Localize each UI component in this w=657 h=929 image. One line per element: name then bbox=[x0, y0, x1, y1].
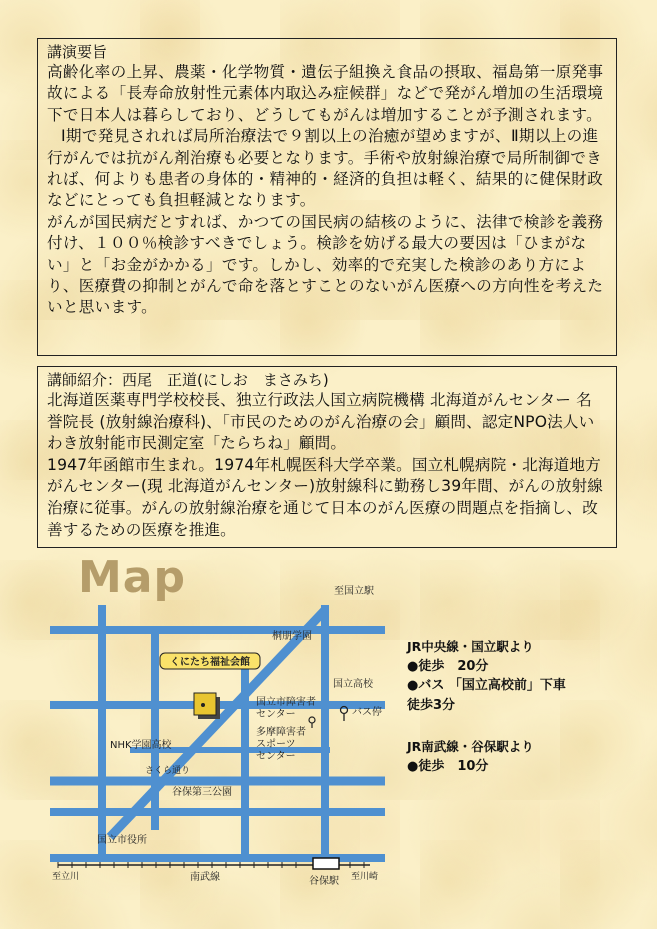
speaker-intro-box bbox=[37, 366, 617, 548]
label-kunitachi-station: 至国立駅 bbox=[334, 586, 374, 597]
speaker-paragraph-2: 1947年函館市生まれ。1974年札幌医科大学卒業。国立札幌病院・北海道地方がんセンター(現 北海道がんセンター)放射線科に勤務し39年間、がんの放射線治療に従事。がんの放射線治療を通じて日本のがん医療の問題点を指摘し、改善するための医療を推進。 bbox=[47, 455, 604, 539]
label-city-hall: 国立市役所 bbox=[97, 835, 147, 846]
label-disabled-center: 国立市障害者センター bbox=[256, 697, 316, 720]
label-toho: 桐朋学園 bbox=[272, 631, 312, 642]
lecture-paragraph-3: がんが国民病だとすれば、かつての国民病の結核のように、法律で検診を義務付け、１００％検診すべきでしょう。検診を妨げる最大の要因は「ひまがない」と「お金がかかる」です。しかし、効率的で充実した検診のあり方により、医療費の抑制とがんで命を落とすことのないがん医療への方向性を考えたいと思います。 bbox=[47, 212, 604, 317]
directions-spacer bbox=[407, 715, 647, 737]
map-heading: Map bbox=[78, 552, 186, 603]
venue-label: くにたち福祉会館 bbox=[170, 657, 250, 668]
label-yaho-station: 谷保駅 bbox=[309, 876, 339, 887]
route1-walk: ●徒歩 20分 bbox=[407, 658, 489, 674]
pin-icon bbox=[309, 717, 315, 728]
map-roads bbox=[50, 605, 385, 858]
route2-walk: ●徒歩 10分 bbox=[407, 758, 489, 774]
route1-bus: ●バス 「国立高校前」下車 bbox=[407, 678, 566, 693]
label-park: 谷保第三公園 bbox=[172, 787, 232, 798]
directions-panel bbox=[407, 637, 647, 776]
label-sports-center: 多摩障害者スポーツセンター bbox=[256, 727, 306, 762]
venue-marker bbox=[194, 693, 216, 715]
label-tachikawa: 至立川 bbox=[52, 872, 80, 882]
lecture-summary-box bbox=[37, 38, 617, 356]
lecture-paragraph-1: 高齢化率の上昇、農薬・化学物質・遺伝子組換え食品の摂取、福島第一原発事故による「長寿命放射性元素体内取込み症候群」などで発がん増加の生活環境下で日本人は暮らしており、どうしてもがんは増加することが予測されます。 bbox=[47, 63, 604, 124]
label-sakura: さくら通り bbox=[145, 766, 191, 776]
yaho-station-marker bbox=[313, 858, 339, 869]
label-kawasaki: 至川崎 bbox=[351, 872, 379, 882]
label-nhk: NHK学園高校 bbox=[110, 740, 172, 751]
route1-heading: JR中央線・国立駅より bbox=[407, 639, 534, 654]
road-diagonal bbox=[110, 610, 325, 837]
route2-heading: JR南武線・谷保駅より bbox=[407, 739, 534, 754]
venue-marker-dot bbox=[201, 703, 205, 707]
route1-bus-walk: 徒歩3分 bbox=[407, 697, 456, 713]
lecture-summary-heading: 講演要旨 bbox=[47, 43, 108, 61]
lecture-paragraph-2: Ⅰ期で発見されれば局所治療法で９割以上の治癒が望めますが、Ⅱ期以上の進行がんでは抗がん剤治療も必要となります。手術や放射線治療で局所制御できれば、何よりも患者の身体的・精神的・経済的負担は軽く、結果的に健保財政などにとっても負担軽減となります。 bbox=[47, 127, 603, 210]
speaker-paragraph-1: 北海道医薬専門学校校長、独立行政法人国立病院機構 北海道がんセンター 名誉院長 (放射線治療科)、「市民のためのがん治療の会」顧問、認定NPO法人いわき放射能市民測定室「たらちね」顧問。 bbox=[47, 391, 595, 453]
speaker-heading: 講師紹介：西尾 正道(にしお まさみち) bbox=[47, 371, 329, 389]
label-kunitachi-high: 国立高校 bbox=[333, 679, 373, 690]
label-nambu-line: 南武線 bbox=[190, 872, 220, 883]
label-bus-stop: バス停 bbox=[352, 707, 382, 718]
